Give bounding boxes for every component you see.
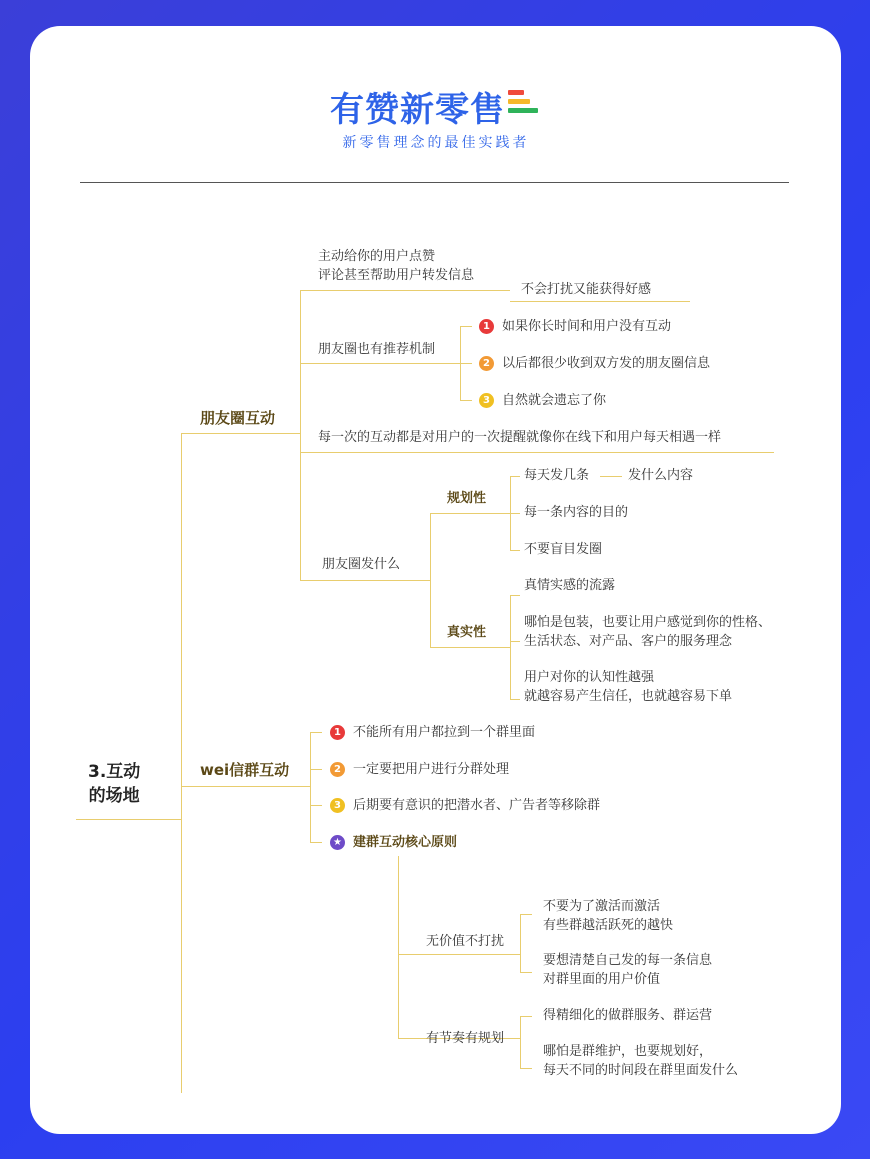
root-node: 3.互动 的场地 <box>88 762 141 806</box>
node-connector <box>430 513 510 514</box>
mind-map <box>30 26 841 1134</box>
badge-1-icon: 1 <box>479 319 494 334</box>
branch-connector <box>181 433 301 434</box>
node-reminder: 每一次的互动都是对用户的一次提醒就像你在线下和用户每天相遇一样 <box>318 430 722 445</box>
badge-2-icon: 2 <box>330 762 345 777</box>
root-trunk <box>181 433 182 1093</box>
plan-item-1-child: 发什么内容 <box>628 468 694 483</box>
node-connector <box>510 641 520 642</box>
plan-item-3: 不要盲目发圈 <box>524 542 603 557</box>
node-connector <box>600 476 622 477</box>
no-value-c1-line1: 不要为了激活而激活 <box>543 899 661 914</box>
recommend-item-2: 以后都很少收到双方发的朋友圈信息 <box>502 356 711 371</box>
real-item-3-line2: 就越容易产生信任，也就越容易下单 <box>524 689 733 704</box>
node-what-to-post: 朋友圈发什么 <box>322 557 401 572</box>
rhythm-c1: 得精细化的做群服务、群运营 <box>543 1008 713 1023</box>
node-connector <box>510 301 690 302</box>
plan-item-1: 每天发几条 <box>524 468 590 483</box>
poster-card <box>30 26 841 1134</box>
badge-2-icon: 2 <box>479 356 494 371</box>
real-item-1: 真情实感的流露 <box>524 578 616 593</box>
rhythm-c2-line1: 哪怕是群维护，也要规划好， <box>543 1044 713 1059</box>
node-connector <box>510 595 520 596</box>
node-connector <box>310 805 322 806</box>
node-no-value: 无价值不打扰 <box>426 934 505 949</box>
real-item-2-line1: 哪怕是包装，也要让用户感觉到你的性格、 <box>524 615 772 630</box>
node-no-disturb: 不会打扰又能获得好感 <box>521 282 652 297</box>
plan-item-2: 每一条内容的目的 <box>524 505 629 520</box>
node-connector <box>310 842 322 843</box>
node-bracket <box>510 595 511 699</box>
node-connector <box>300 452 774 453</box>
brand-tagline: 新零售理念的最佳实践者 <box>342 135 530 151</box>
core-trunk <box>398 856 399 1038</box>
real-item-2-line2: 生活状态、对产品、客户的服务理念 <box>524 634 733 649</box>
node-connector <box>398 954 520 955</box>
node-connector <box>460 400 472 401</box>
branch-moments-trunk <box>300 290 301 580</box>
recommend-item-3: 自然就会遗忘了你 <box>502 393 607 408</box>
no-value-c1-line2: 有些群越活跃死的越快 <box>543 918 674 933</box>
node-connector <box>510 513 520 514</box>
root-connector <box>76 819 182 820</box>
node-connector <box>300 290 510 291</box>
badge-1-icon: 1 <box>330 725 345 740</box>
no-value-c2-line1: 要想清楚自己发的每一条信息 <box>543 953 713 968</box>
node-authenticity: 真实性 <box>447 625 487 640</box>
branch-group-trunk <box>310 732 311 842</box>
branch-moments-title: 朋友圈互动 <box>200 409 276 427</box>
node-connector <box>310 732 322 733</box>
node-connector <box>520 914 532 915</box>
node-connector <box>520 972 532 973</box>
node-like-line2: 评论甚至帮助用户转发信息 <box>318 268 475 283</box>
node-connector <box>510 476 520 477</box>
branch-connector <box>181 786 311 787</box>
star-badge-icon: ★ <box>330 835 345 850</box>
group-core-principles: 建群互动核心原则 <box>353 835 458 850</box>
group-item-1: 不能所有用户都拉到一个群里面 <box>353 725 536 740</box>
rhythm-c2-line2: 每天不同的时间段在群里面发什么 <box>543 1063 739 1078</box>
node-recommend: 朋友圈也有推荐机制 <box>318 342 436 357</box>
node-bracket <box>430 513 431 647</box>
badge-3-icon: 3 <box>330 798 345 813</box>
no-value-c2-line2: 对群里面的用户价值 <box>543 972 661 987</box>
branch-wechat-group-title: wei信群互动 <box>200 761 290 779</box>
node-planning: 规划性 <box>447 491 487 506</box>
badge-3-icon: 3 <box>479 393 494 408</box>
node-connector <box>460 363 472 364</box>
recommend-item-1: 如果你长时间和用户没有互动 <box>502 319 672 334</box>
node-connector <box>300 580 430 581</box>
node-bracket <box>520 914 521 972</box>
node-rhythm: 有节奏有规划 <box>426 1031 505 1046</box>
node-connector <box>430 647 510 648</box>
brand-name: 有赞新零售 <box>330 90 505 130</box>
node-connector <box>510 550 520 551</box>
node-connector <box>520 1016 532 1017</box>
node-connector <box>300 363 460 364</box>
node-connector <box>460 326 472 327</box>
group-item-2: 一定要把用户进行分群处理 <box>353 762 510 777</box>
node-like-line1: 主动给你的用户点赞 <box>318 249 436 264</box>
node-connector <box>520 1068 532 1069</box>
node-bracket <box>520 1016 521 1068</box>
group-item-3: 后期要有意识的把潜水者、广告者等移除群 <box>353 798 601 813</box>
node-connector <box>510 699 520 700</box>
real-item-3-line1: 用户对你的认知性越强 <box>524 670 655 685</box>
node-connector <box>310 769 322 770</box>
